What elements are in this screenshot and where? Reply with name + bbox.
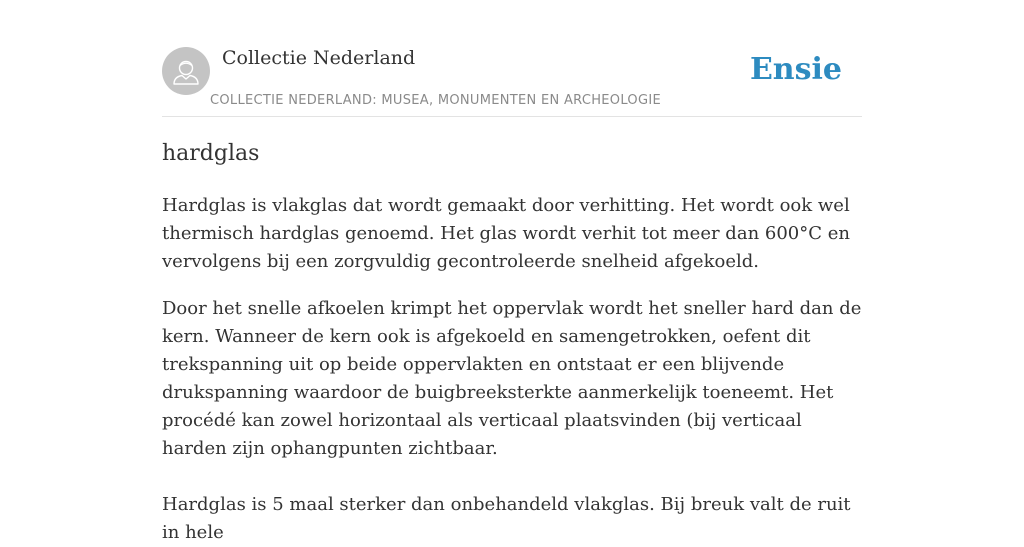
user-silhouette-icon (162, 47, 210, 95)
author-avatar[interactable] (162, 47, 210, 95)
author-name[interactable]: Collectie Nederland (222, 47, 416, 69)
entry-header (162, 47, 862, 117)
author-subtitle: COLLECTIE NEDERLAND: MUSEA, MONUMENTEN EN ARCHEOLOGIE (210, 93, 661, 108)
entry-paragraph-1: Hardglas is vlakglas dat wordt gemaakt door verhitting. Het wordt ook wel thermisch hardglas genoemd. Het glas wordt verhit tot meer dan 600°C en vervolgens bij een zorgvuldig gecontroleerde snelheid afgekoeld. (162, 195, 850, 272)
ensie-logo[interactable]: Ensie (749, 52, 842, 87)
entry-paragraph-2: Door het snelle afkoelen krimpt het oppervlak wordt het sneller hard dan de kern. Wanneer de kern ook is afgekoeld en samengetrokken, oefent dit trekspanning uit op beide oppervlakten en ontstaat er een blijvende drukspanning waardoor de buigbreeksterkte aanmerkelijk toeneemt. Het procédé kan zowel horizontaal als verticaal plaatsvinden (bij verticaal harden zijn ophangpunten zichtbaar. Hardglas is 5 maal sterker dan onbehandeld vlakglas. Bij breuk valt de ruit in hele (162, 298, 862, 543)
entry-term: hardglas (162, 141, 260, 166)
entry-content (162, 138, 867, 547)
